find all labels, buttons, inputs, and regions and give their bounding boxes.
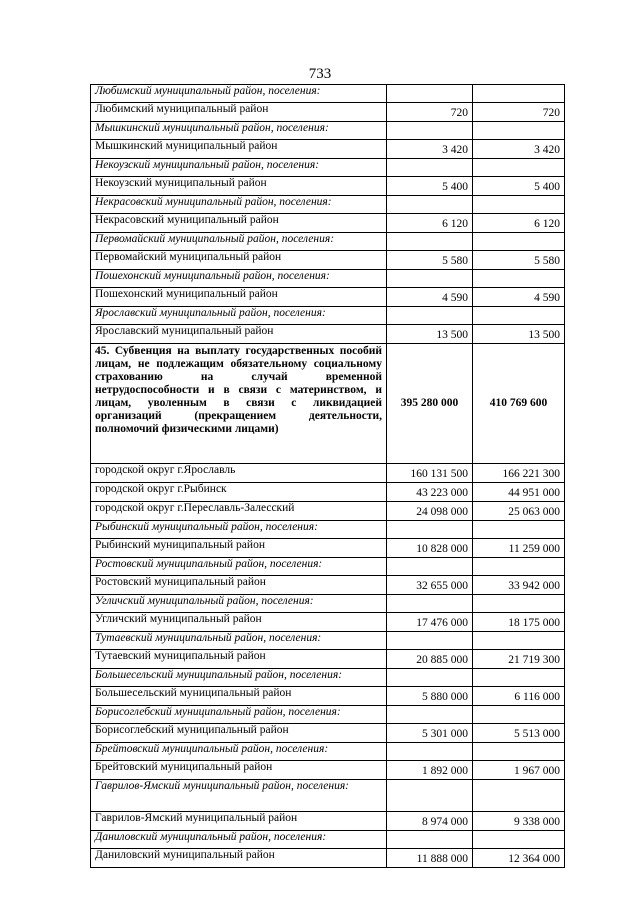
row-label: Рыбинский муниципальный район, поселения: (91, 521, 387, 539)
table-row (91, 483, 565, 502)
value-year-1: 11 888 000 (387, 849, 473, 868)
value-year-1 (387, 743, 473, 761)
value-year-1 (387, 233, 473, 251)
value-year-1: 17 476 000 (387, 613, 473, 632)
row-label: Любимский муниципальный район, поселения: (91, 85, 387, 103)
row-label: Первомайский муниципальный район, поселения: (91, 233, 387, 251)
value-year-2: 44 951 000 (473, 483, 565, 502)
value-year-2 (473, 196, 565, 214)
value-year-1: 4 590 (387, 288, 473, 307)
row-label: Любимский муниципальный район (91, 103, 387, 122)
value-year-2: 5 400 (473, 177, 565, 196)
row-label: Некоузский муниципальный район, поселения: (91, 159, 387, 177)
row-label: Тутаевский муниципальный район (91, 650, 387, 669)
table-row (91, 761, 565, 780)
section-subheader-row (91, 632, 565, 650)
value-year-1: 5 880 000 (387, 687, 473, 706)
value-year-2: 9 338 000 (473, 812, 565, 831)
section-subheader-row (91, 233, 565, 251)
row-label: Мышкинский муниципальный район, поселения: (91, 122, 387, 140)
value-year-1: 13 500 (387, 325, 473, 344)
section-subheader-row (91, 743, 565, 761)
row-label: 45. Субвенция на выплату государственных пособий лицам, не подлежащим обязательному социальному страхованию на случай временной нетрудоспособности и в связи с материнством, и лицам, уволенным в связи с ликвидацией организаций (прекращением деятельности, полномочий физическими лицами) (91, 344, 387, 464)
table-row (91, 613, 565, 632)
value-year-2 (473, 743, 565, 761)
table-row (91, 140, 565, 159)
value-year-2: 720 (473, 103, 565, 122)
value-year-1 (387, 595, 473, 613)
row-label: Борисоглебский муниципальный район (91, 724, 387, 743)
value-year-1: 395 280 000 (387, 344, 473, 464)
value-year-1: 160 131 500 (387, 464, 473, 483)
table-row (91, 251, 565, 270)
table-row (91, 325, 565, 344)
value-year-2: 5 513 000 (473, 724, 565, 743)
row-label: Мышкинский муниципальный район (91, 140, 387, 159)
value-year-1: 43 223 000 (387, 483, 473, 502)
value-year-1: 6 120 (387, 214, 473, 233)
value-year-1 (387, 558, 473, 576)
value-year-2: 6 116 000 (473, 687, 565, 706)
value-year-2 (473, 307, 565, 325)
table-row (91, 849, 565, 868)
value-year-2 (473, 159, 565, 177)
value-year-1: 5 301 000 (387, 724, 473, 743)
value-year-1 (387, 270, 473, 288)
section-subheader-row (91, 159, 565, 177)
section-subheader-row (91, 669, 565, 687)
row-label: Гаврилов-Ямский муниципальный район, поселения: (91, 780, 387, 812)
value-year-1 (387, 159, 473, 177)
row-label: Гаврилов-Ямский муниципальный район (91, 812, 387, 831)
value-year-2: 18 175 000 (473, 613, 565, 632)
value-year-2: 21 719 300 (473, 650, 565, 669)
row-label: Ярославский муниципальный район (91, 325, 387, 344)
row-label: городской округ г.Рыбинск (91, 483, 387, 502)
section-subheader-row (91, 85, 565, 103)
table-row (91, 812, 565, 831)
value-year-1 (387, 780, 473, 812)
value-year-2 (473, 85, 565, 103)
table-row (91, 539, 565, 558)
section-subheader-row (91, 270, 565, 288)
value-year-1: 5 400 (387, 177, 473, 196)
value-year-2: 1 967 000 (473, 761, 565, 780)
table-row (91, 576, 565, 595)
value-year-1: 3 420 (387, 140, 473, 159)
value-year-2: 25 063 000 (473, 502, 565, 521)
table-row (91, 177, 565, 196)
row-label: Угличский муниципальный район, поселения: (91, 595, 387, 613)
value-year-1: 32 655 000 (387, 576, 473, 595)
value-year-1 (387, 85, 473, 103)
value-year-2 (473, 669, 565, 687)
section-subheader-row (91, 521, 565, 539)
value-year-1: 1 892 000 (387, 761, 473, 780)
value-year-2: 33 942 000 (473, 576, 565, 595)
value-year-2 (473, 521, 565, 539)
value-year-2: 6 120 (473, 214, 565, 233)
value-year-1: 5 580 (387, 251, 473, 270)
value-year-2 (473, 595, 565, 613)
value-year-1: 720 (387, 103, 473, 122)
value-year-1 (387, 706, 473, 724)
value-year-2 (473, 233, 565, 251)
value-year-1 (387, 196, 473, 214)
value-year-2: 410 769 600 (473, 344, 565, 464)
row-label: Тутаевский муниципальный район, поселения: (91, 632, 387, 650)
table-row (91, 214, 565, 233)
value-year-2 (473, 706, 565, 724)
row-label: Некоузский муниципальный район (91, 177, 387, 196)
table-row (91, 288, 565, 307)
value-year-1 (387, 521, 473, 539)
section-subheader-row (91, 122, 565, 140)
table-row (91, 687, 565, 706)
section-subheader-row (91, 558, 565, 576)
value-year-1: 24 098 000 (387, 502, 473, 521)
row-label: Рыбинский муниципальный район (91, 539, 387, 558)
row-label: городской округ г.Ярославль (91, 464, 387, 483)
subvention-header-row (91, 344, 565, 464)
row-label: Ростовский муниципальный район, поселения: (91, 558, 387, 576)
row-label: городской округ г.Переславль-Залесский (91, 502, 387, 521)
row-label: Большесельский муниципальный район (91, 687, 387, 706)
row-label: Угличский муниципальный район (91, 613, 387, 632)
row-label: Ярославский муниципальный район, поселения: (91, 307, 387, 325)
value-year-1 (387, 632, 473, 650)
row-label: Брейтовский муниципальный район (91, 761, 387, 780)
row-label: Большесельский муниципальный район, поселения: (91, 669, 387, 687)
value-year-2: 4 590 (473, 288, 565, 307)
value-year-2 (473, 780, 565, 812)
row-label: Некрасовский муниципальный район, поселения: (91, 196, 387, 214)
value-year-1: 10 828 000 (387, 539, 473, 558)
row-label: Брейтовский муниципальный район, поселения: (91, 743, 387, 761)
value-year-2: 3 420 (473, 140, 565, 159)
row-label: Борисоглебский муниципальный район, поселения: (91, 706, 387, 724)
page-number: 733 (308, 66, 332, 82)
section-subheader-row (91, 831, 565, 849)
value-year-1 (387, 831, 473, 849)
value-year-2: 11 259 000 (473, 539, 565, 558)
section-subheader-row (91, 780, 565, 812)
section-subheader-row (91, 196, 565, 214)
section-subheader-row (91, 706, 565, 724)
budget-table (90, 84, 565, 868)
value-year-2: 166 221 300 (473, 464, 565, 483)
value-year-2: 13 500 (473, 325, 565, 344)
value-year-1 (387, 669, 473, 687)
value-year-1: 20 885 000 (387, 650, 473, 669)
value-year-2 (473, 122, 565, 140)
table-row (91, 650, 565, 669)
value-year-1 (387, 307, 473, 325)
section-subheader-row (91, 307, 565, 325)
value-year-2: 5 580 (473, 251, 565, 270)
table-row (91, 502, 565, 521)
value-year-2 (473, 831, 565, 849)
row-label: Даниловский муниципальный район (91, 849, 387, 868)
table-body (91, 85, 565, 868)
row-label: Первомайский муниципальный район (91, 251, 387, 270)
value-year-1 (387, 122, 473, 140)
section-subheader-row (91, 595, 565, 613)
value-year-2 (473, 270, 565, 288)
row-label: Ростовский муниципальный район (91, 576, 387, 595)
value-year-1: 8 974 000 (387, 812, 473, 831)
row-label: Пошехонский муниципальный район (91, 288, 387, 307)
value-year-2: 12 364 000 (473, 849, 565, 868)
row-label: Даниловский муниципальный район, поселения: (91, 831, 387, 849)
table-row (91, 464, 565, 483)
table-row (91, 103, 565, 122)
table-row (91, 724, 565, 743)
row-label: Некрасовский муниципальный район (91, 214, 387, 233)
value-year-2 (473, 632, 565, 650)
row-label: Пошехонский муниципальный район, поселения: (91, 270, 387, 288)
value-year-2 (473, 558, 565, 576)
